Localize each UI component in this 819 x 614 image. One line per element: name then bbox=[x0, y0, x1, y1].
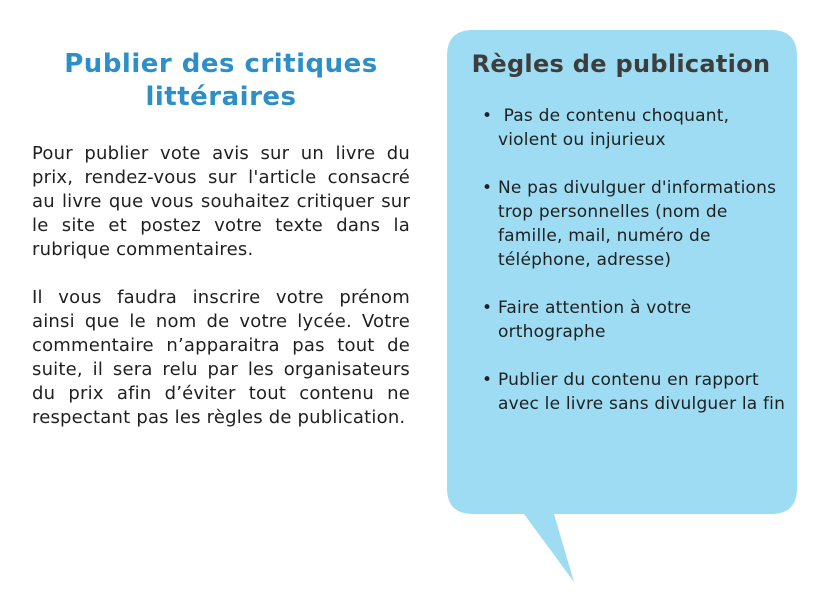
rule-item bbox=[455, 296, 787, 344]
intro-paragraph-1: Pour publier vote avis sur un livre du prix, rendez-vous sur l'article consacré au livre que vous souhaitez critiquer sur le site et postez votre texte dans la rubrique commentaires. bbox=[32, 143, 410, 260]
bullet-icon: • bbox=[482, 106, 493, 126]
intro-column bbox=[32, 48, 410, 430]
rule-item bbox=[455, 104, 787, 152]
intro-paragraph-2: Il vous faudra inscrire votre prénom ainsi que le nom de votre lycée. Votre commentaire n’apparaitra pas tout de suite, il sera relu par les organisateurs du prix afin d’éviter tout contenu ne respectant pas les règles de publication. bbox=[32, 287, 410, 428]
rules-list bbox=[455, 104, 787, 416]
bullet-icon: • bbox=[482, 178, 493, 198]
rule-item bbox=[455, 176, 787, 272]
rule-text: Publier du contenu en rapport avec le livre sans divulguer la fin bbox=[498, 370, 786, 414]
intro-text bbox=[32, 142, 410, 430]
page-title: Publier des critiques littéraires bbox=[64, 49, 378, 112]
rule-text: Pas de contenu choquant, violent ou injurieux bbox=[498, 106, 735, 150]
bullet-icon: • bbox=[482, 298, 493, 318]
rules-panel bbox=[455, 48, 787, 416]
rules-title: Règles de publication bbox=[471, 50, 771, 78]
rule-text: Faire attention à votre orthographe bbox=[498, 298, 692, 342]
bullet-icon: • bbox=[482, 370, 493, 390]
rule-item bbox=[455, 368, 787, 416]
rule-text: Ne pas divulguer d'informations trop personnelles (nom de famille, mail, numéro de téléphone, adresse) bbox=[498, 178, 777, 270]
